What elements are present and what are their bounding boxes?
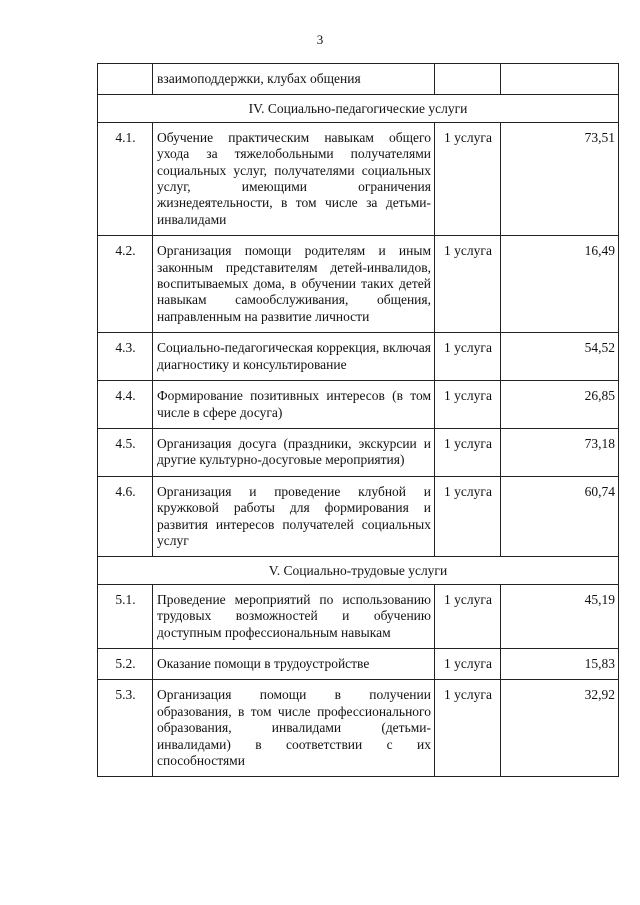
table-row (98, 584, 619, 648)
service-unit: 1 услуга (435, 476, 501, 557)
service-name: взаимоподдержки, клубах общения (153, 64, 435, 95)
service-number: 4.2. (98, 236, 153, 333)
table-row (98, 428, 619, 476)
service-unit: 1 услуга (435, 333, 501, 381)
table-row (98, 122, 619, 235)
service-unit (435, 64, 501, 95)
service-price: 54,52 (501, 333, 619, 381)
service-number (98, 64, 153, 95)
service-price: 32,92 (501, 680, 619, 777)
service-number: 5.3. (98, 680, 153, 777)
service-number: 5.1. (98, 584, 153, 648)
table-row (98, 476, 619, 557)
section-header (98, 557, 619, 584)
service-unit: 1 услуга (435, 236, 501, 333)
service-price: 73,51 (501, 122, 619, 235)
service-number: 4.5. (98, 428, 153, 476)
service-unit: 1 услуга (435, 122, 501, 235)
service-name: Организация помощи родителям и иным законным представителям детей-инвалидов, воспитываемых дома, в обучении таких детей навыкам самообслуживания, общения, направленным на развитие личности (153, 236, 435, 333)
service-name: Организация и проведение клубной и кружковой работы для формирования и развития интересов получателей социальных услуг (153, 476, 435, 557)
service-name: Формирование позитивных интересов (в том числе в сфере досуга) (153, 381, 435, 429)
service-name: Социально-педагогическая коррекция, включая диагностику и консультирование (153, 333, 435, 381)
service-unit: 1 услуга (435, 648, 501, 679)
service-number: 4.4. (98, 381, 153, 429)
section-title: IV. Социально-педагогические услуги (98, 95, 619, 122)
service-price: 73,18 (501, 428, 619, 476)
section-header (98, 95, 619, 122)
service-number: 5.2. (98, 648, 153, 679)
table-row (98, 648, 619, 679)
service-price: 45,19 (501, 584, 619, 648)
service-number: 4.3. (98, 333, 153, 381)
service-price: 60,74 (501, 476, 619, 557)
service-unit: 1 услуга (435, 428, 501, 476)
service-name: Организация досуга (праздники, экскурсии и другие культурно-досуговые мероприятия) (153, 428, 435, 476)
service-unit: 1 услуга (435, 381, 501, 429)
table-row (98, 680, 619, 777)
service-name: Обучение практическим навыкам общего ухода за тяжелобольными получателями социальных услуг, получателями социальных услуг, имеющими ограничения жизнедеятельности, в том числе за детьми-инвалидами (153, 122, 435, 235)
table-row (98, 236, 619, 333)
service-number: 4.6. (98, 476, 153, 557)
table-row (98, 333, 619, 381)
service-price: 16,49 (501, 236, 619, 333)
page-number: 3 (316, 32, 324, 47)
service-name: Оказание помощи в трудоустройстве (153, 648, 435, 679)
table-row (98, 381, 619, 429)
table-row (98, 64, 619, 95)
service-price (501, 64, 619, 95)
section-title: V. Социально-трудовые услуги (98, 557, 619, 584)
service-name: Организация помощи в получении образования, в том числе профессионального образования, инвалидами (детьми-инвалидами) в соответствии с их способностями (153, 680, 435, 777)
service-price: 15,83 (501, 648, 619, 679)
service-name: Проведение мероприятий по использованию трудовых возможностей и обучению доступным профессиональным навыкам (153, 584, 435, 648)
service-unit: 1 услуга (435, 680, 501, 777)
services-tariff-table (97, 63, 619, 777)
service-price: 26,85 (501, 381, 619, 429)
service-unit: 1 услуга (435, 584, 501, 648)
service-number: 4.1. (98, 122, 153, 235)
